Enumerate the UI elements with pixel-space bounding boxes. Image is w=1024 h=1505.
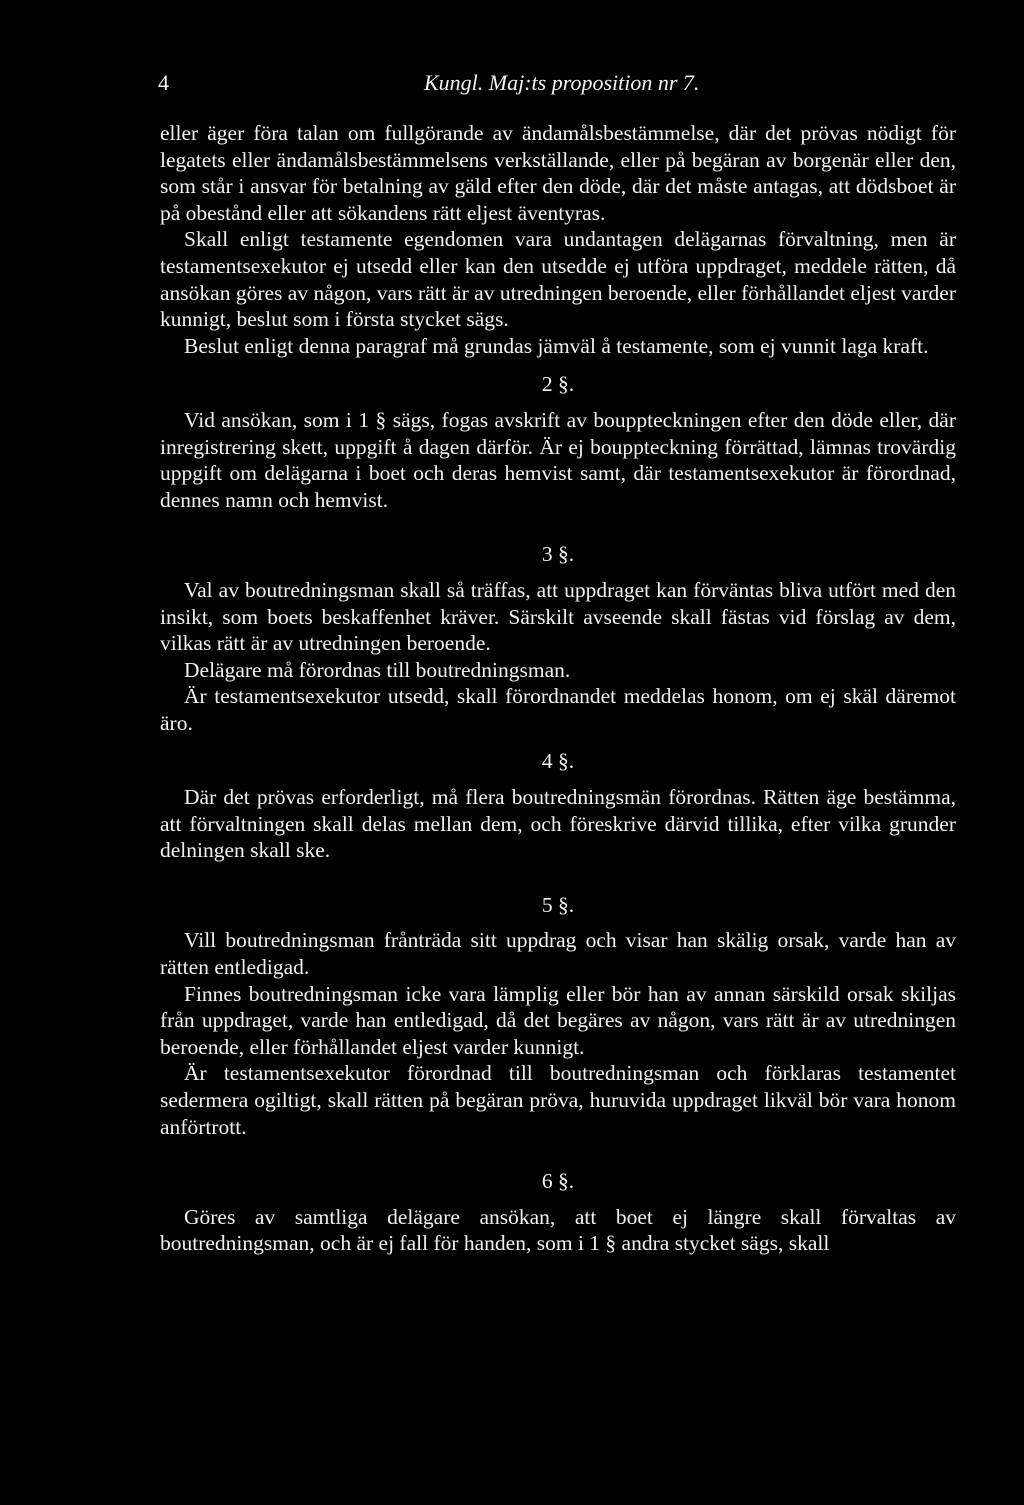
section-heading-5: 5 §. xyxy=(541,892,575,917)
paragraph: Är testamentsexekutor utsedd, skall förordnandet meddelas honom, om ej skäl däremot äro. xyxy=(160,684,956,735)
paragraph: Beslut enligt denna paragraf må grundas jämväl å testamente, som ej vunnit laga kraft. xyxy=(184,333,929,358)
paragraph: Är testamentsexekutor förordnad till boutredningsman och förklaras testamentet sedermera ogiltigt, skall rätten på begäran pröva, huruvida uppdraget likväl bör vara honom anförtrott. xyxy=(160,1061,956,1139)
paragraph: Skall enligt testamente egendomen vara undantagen delägarnas förvaltning, men är testamentsexekutor ej utsedd eller kan den utsedde ej utföra uppdraget, meddele rätten, då ansökan göres av någon, vars rätt är av utredningen beroende, eller förhållandet eljest varder kunnigt, beslut som i första stycket sägs. xyxy=(160,227,956,332)
section-heading-6: 6 §. xyxy=(541,1169,575,1194)
paragraph: Finnes boutredningsman icke vara lämplig eller bör han av annan särskild orsak skiljas från uppdraget, varde han entledigad, då det begäres av någon, vars rätt är av utredningen beroende, eller förhållandet eljest varder kunnigt. xyxy=(160,981,956,1059)
section-heading-4: 4 §. xyxy=(541,749,575,774)
running-title: Kungl. Maj:ts proposition nr 7. xyxy=(424,70,700,95)
page-header xyxy=(158,70,958,106)
page-number: 4 xyxy=(158,70,169,95)
paragraph: Val av boutredningsman skall så träffas, att uppdraget kan förväntas bliva utfört med den insikt, som boets beskaffenhet kräver. Särskilt avseende skall fästas vid förslag av dem, vilkas rätt är av utredningen beroende. xyxy=(160,577,956,656)
paragraph: Delägare må förordnas till boutredningsman. xyxy=(184,657,571,682)
paragraph: Vill boutredningsman frånträda sitt uppdrag och visar han skälig orsak, varde han av rätten entledigad. xyxy=(160,928,956,980)
section-heading-3: 3 §. xyxy=(541,542,575,567)
paragraph: Vid ansökan, som i 1 § sägs, fogas avskrift av bouppteckningen efter den döde eller, där inregistrering skett, uppgift å dagen därför. Är ej bouppteckning förrättad, lämnas trovärdig uppgift om delägarna i boet och deras hemvist samt, där testamentsexekutor är förordnad, dennes namn och hemvist. xyxy=(160,407,956,512)
document-body xyxy=(160,120,956,1257)
paragraph: Där det prövas erforderligt, må flera boutredningsmän förordnas. Rätten äge bestämma, att förvaltningen skall delas mellan dem, och föreskrive därvid tillika, efter vilka grunder delningen skall ske. xyxy=(160,785,956,863)
paragraph: Göres av samtliga delägare ansökan, att boet ej längre skall förvaltas av boutredningsman, och är ej fall för handen, som i 1 § andra stycket sägs, skall xyxy=(160,1204,956,1256)
paragraph-continuation: eller äger föra talan om fullgörande av ändamålsbestämmelse, där det prövas nödigt för legatets eller ändamålsbestämmelsens verkställande, eller på begäran av borgenär eller den, som står i ansvar för betalning av gäld efter den döde, där det måste antagas, att dödsboet är på obestånd eller att sökandens rätt eljest äventyras. xyxy=(160,121,956,225)
section-heading-2: 2 §. xyxy=(541,372,575,397)
